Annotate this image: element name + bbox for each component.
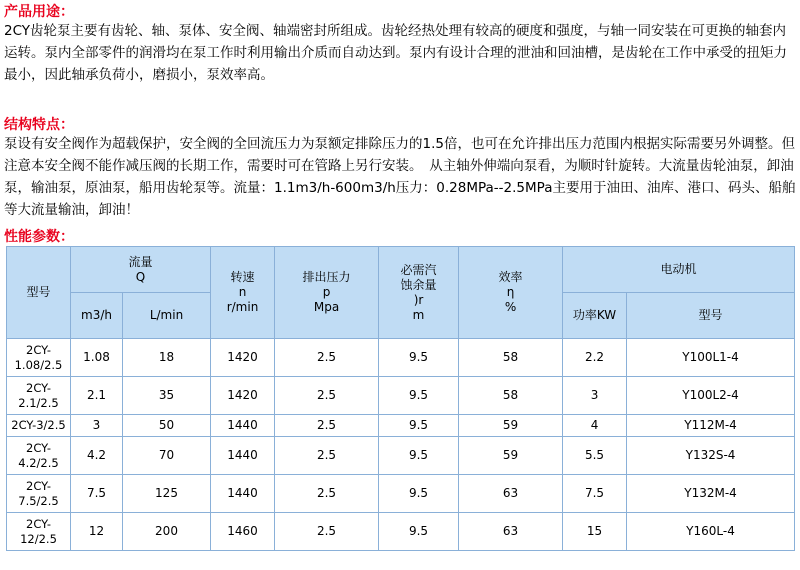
cell-npsh: 9.5 <box>379 415 459 437</box>
cell-model: 2CY-12/2.5 <box>7 513 71 551</box>
cell-flow-lmin: 35 <box>123 377 211 415</box>
cell-speed: 1440 <box>211 437 275 475</box>
cell-model: 2CY-7.5/2.5 <box>7 475 71 513</box>
cell-flow-m3h: 2.1 <box>71 377 123 415</box>
cell-motor-power: 5.5 <box>563 437 627 475</box>
table-row <box>7 377 795 415</box>
cell-motor-model: Y132S-4 <box>627 437 795 475</box>
cell-efficiency: 63 <box>459 513 563 551</box>
cell-motor-model: Y100L1-4 <box>627 339 795 377</box>
table-row <box>7 339 795 377</box>
cell-pressure: 2.5 <box>275 437 379 475</box>
cell-flow-m3h: 1.08 <box>71 339 123 377</box>
cell-npsh: 9.5 <box>379 475 459 513</box>
cell-model: 2CY-4.2/2.5 <box>7 437 71 475</box>
header-npsh: 必需汽 蚀余量 )r m <box>379 247 459 339</box>
cell-npsh: 9.5 <box>379 377 459 415</box>
cell-flow-m3h: 7.5 <box>71 475 123 513</box>
table-row <box>7 513 795 551</box>
cell-motor-model: Y112M-4 <box>627 415 795 437</box>
header-motor-power: 功率KW <box>563 293 627 339</box>
structure-heading: 结构特点： <box>4 117 74 133</box>
header-efficiency: 效率 η % <box>459 247 563 339</box>
cell-motor-model: Y160L-4 <box>627 513 795 551</box>
table-row <box>7 475 795 513</box>
cell-motor-power: 7.5 <box>563 475 627 513</box>
cell-flow-lmin: 18 <box>123 339 211 377</box>
header-pressure: 排出压力 p Mpa <box>275 247 379 339</box>
cell-motor-power: 15 <box>563 513 627 551</box>
cell-pressure: 2.5 <box>275 513 379 551</box>
table-row <box>7 415 795 437</box>
cell-npsh: 9.5 <box>379 437 459 475</box>
cell-pressure: 2.5 <box>275 475 379 513</box>
header-speed: 转速 n r/min <box>211 247 275 339</box>
cell-motor-power: 2.2 <box>563 339 627 377</box>
cell-efficiency: 58 <box>459 377 563 415</box>
cell-flow-lmin: 200 <box>123 513 211 551</box>
cell-pressure: 2.5 <box>275 339 379 377</box>
cell-speed: 1420 <box>211 377 275 415</box>
cell-speed: 1460 <box>211 513 275 551</box>
product-use-heading: 产品用途： <box>4 4 74 20</box>
table-row <box>7 437 795 475</box>
cell-pressure: 2.5 <box>275 377 379 415</box>
cell-motor-power: 3 <box>563 377 627 415</box>
performance-heading: 性能参数： <box>4 229 74 245</box>
header-flow-m3h: m3/h <box>71 293 123 339</box>
cell-model: 2CY-3/2.5 <box>7 415 71 437</box>
cell-flow-lmin: 70 <box>123 437 211 475</box>
product-use-text: 2CY齿轮泵主要有齿轮、轴、泵体、安全阀、轴端密封所组成。齿轮经热处理有较高的硬度和强度，与轴一同安装在可更换的轴套内运转。泵内全部零件的润滑均在泵工作时利用输出介质而自动达到。泵内有设计合理的泄油和回油槽，是齿轮在工作中承受的扭矩力最小，因此轴承负荷小，磨损小，泵效率高。 <box>4 23 787 83</box>
cell-model: 2CY-2.1/2.5 <box>7 377 71 415</box>
cell-flow-m3h: 12 <box>71 513 123 551</box>
cell-speed: 1420 <box>211 339 275 377</box>
cell-flow-lmin: 50 <box>123 415 211 437</box>
header-motor-model: 型号 <box>627 293 795 339</box>
header-model: 型号 <box>7 247 71 339</box>
cell-motor-power: 4 <box>563 415 627 437</box>
cell-efficiency: 63 <box>459 475 563 513</box>
structure-text: 泵设有安全阀作为超载保护，安全阀的全回流压力为泵额定排除压力的1.5倍，也可在允许排出压力范围内根据实际需要另外调整。但注意本安全阀不能作减压阀的长期工作，需要时可在管路上另行安装。 从主轴外伸端向泵看，为顺时针旋转。大流量齿轮油泵，卸油泵，输油泵，原油泵，船用齿轮泵等。流量：1.1m3/h-600m3/h压力：0.28MPa--2.5MPa主要用于油田、油库、港口、码头、船舶等大流量输油，卸油！ <box>4 136 796 218</box>
performance-table <box>6 246 795 551</box>
cell-efficiency: 59 <box>459 415 563 437</box>
header-flow-lmin: L/min <box>123 293 211 339</box>
cell-model: 2CY-1.08/2.5 <box>7 339 71 377</box>
cell-motor-model: Y100L2-4 <box>627 377 795 415</box>
cell-npsh: 9.5 <box>379 339 459 377</box>
cell-npsh: 9.5 <box>379 513 459 551</box>
header-flow: 流量 Q <box>71 247 211 293</box>
cell-efficiency: 59 <box>459 437 563 475</box>
cell-efficiency: 58 <box>459 339 563 377</box>
header-motor: 电动机 <box>563 247 795 293</box>
cell-motor-model: Y132M-4 <box>627 475 795 513</box>
cell-speed: 1440 <box>211 415 275 437</box>
cell-pressure: 2.5 <box>275 415 379 437</box>
cell-flow-m3h: 3 <box>71 415 123 437</box>
cell-flow-lmin: 125 <box>123 475 211 513</box>
cell-speed: 1440 <box>211 475 275 513</box>
cell-flow-m3h: 4.2 <box>71 437 123 475</box>
